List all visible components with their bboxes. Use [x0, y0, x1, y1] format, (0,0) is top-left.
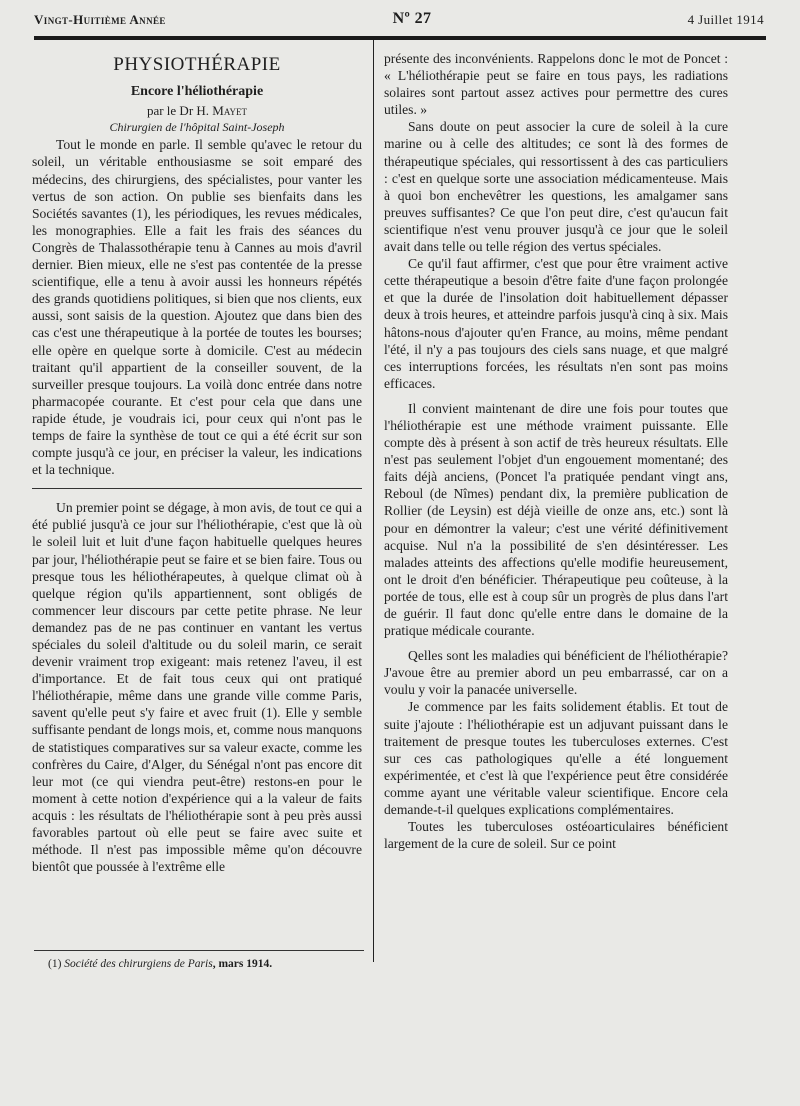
footnote	[48, 958, 368, 970]
paragraph: Toutes les tuberculoses ostéoarticulaires bénéficient largement de la cure de soleil. Sur ce point	[384, 819, 728, 852]
byline	[32, 102, 362, 119]
byline-prefix: par le Dr	[146, 103, 197, 119]
paragraph: présente des inconvénients. Rappelons donc le mot de Poncet : « L'héliothérapie peut se faire en tous pays, les radiations solaires sont partout assez actives pour permettre des cures utiles. »	[384, 51, 728, 118]
paragraph: Un premier point se dégage, à mon avis, de tout ce qui a été publié jusqu'à ce jour sur l'héliothérapie, c'est que là où le soleil luit et luit d'une façon habituelle quelques heures par jour, l'héliothérapie peut se faire et se bien faire. Tous ou presque tous les héliothérapeutes, à quelque climat où à quelque région qu'ils appartiennent, sont obligés de commencer leur discours par cette petite phrase. Ne leur demandez pas de ne pas continuer en vantant les vertus spéciales du soleil d'altitude ou du soleil marin, ce serait devenir vraiment trop exigeant: mais retenez l'aveu, il est d'importance. Et de fait tous ceux qui ont pratiqué l'héliothérapie, même dans une grande ville comme Paris, savent qu'elle peut s'y faire et avec fruit (1). Elle y semble suffisante pendant de longs mois, et, comme nous manquons de statistiques comparatives sur sa valeur exacte, comme les confrères du Caire, d'Alger, du Sénégal n'ont pas encore dit leur mot (ce qui viendra peut-être) restons-en pour le moment à cette notion d'expérience qui a la valeur de faits acquis : les résultats de l'héliothérapie sont à peu près aussi favorables partout où elle peut se faire avec suite et méthode. Il n'est pas impossible même qu'on découvre bientôt que poussée à l'extrême elle	[32, 500, 362, 875]
paragraph: Je commence par les faits solidement établis. Et tout de suite j'ajoute : l'héliothérapie est un adjuvant puissant dans le traitement de presque toutes les tuberculoses externes. C'est sur ces cas pathologiques qu'elle a été longuement expérimentée, et c'est là que l'expérience peut être considérée comme ayant une véritable valeur scientifique. Encore cela demande-t-il quelques explications complémentaires.	[384, 699, 728, 818]
footnote-rule	[34, 950, 364, 951]
paragraph-separator	[32, 488, 362, 489]
paragraph: Qelles sont les maladies qui bénéficient de l'héliothérapie? J'avoue être au premier abord un peu embarrassé, car on a voulu y voir la panacée universelle.	[384, 648, 728, 698]
paragraph: Sans doute on peut associer la cure de soleil à la cure marine ou à celle des altitudes; ce sont là des formes de thérapeutique spéciales, qui ressortissent à des cas particuliers : c'est en quelque sorte une association médicamenteuse. Mais à quoi bon enchevêtrer les questions, les amalgamer sans preuves suffisantes? Ce que l'on peut dire, c'est qu'aucun fait scientifique n'est venu prouver jusqu'à ce jour que le soleil avait dans telle ou telle région des vertus spéciales.	[384, 119, 728, 255]
footnote-date: , mars 1914.	[212, 958, 273, 970]
issue-date: 4 Juillet 1914	[687, 12, 764, 27]
left-column	[32, 50, 362, 875]
article-title: Encore l'héliothérapie	[130, 84, 264, 100]
right-column	[384, 50, 728, 852]
section-title: PHYSIOTHÉRAPIE	[113, 54, 281, 75]
column-divider	[373, 40, 374, 962]
author-affiliation: Chirurgien de l'hôpital Saint-Joseph	[109, 120, 285, 135]
volume-year: Vingt-Huitième Année	[34, 12, 166, 27]
paragraph: Tout le monde en parle. Il semble qu'avec le retour du soleil, un véritable enthousiasme se soit emparé des médecins, des chirurgiens, des spécialistes, pour vanter les vertus de son action. On publie ses bienfaits dans les Sociétés savantes (1), les périodiques, les revues médicales, les monographies. Elle a fait les frais des séances du Congrès de Thalassothérapie tenu à Cannes au mois d'avril dernier. Bien mieux, elle ne s'est pas contentée de la presse scientifique, elle a tenu à avoir aussi les honneurs répétés des grands quotidiens politiques, si bien que nos clients, eux aussi, sont saisis de la question. Ajoutez que dans bien des cas c'est une thérapeutique à la portée de toutes les bourses; elle opère en quelque sorte à domicile. C'est au médecin traitant qu'il appartient de la conseiller souvent, de la surveiller presque toujours. La voilà donc entrée dans notre pharmacopée courante. Et c'est pour cela que dans une rapide étude, je voudrais ici, pour ceux qui n'ont pas le temps de faire la synthèse de tout ce qui a été écrit sur son compte jusqu'à ce jour, en préciser la valeur, les indications et la technique.	[32, 137, 362, 478]
paragraph: Il convient maintenant de dire une fois pour toutes que l'héliothérapie est une méthode vraiment puissante. Elle compte dès à présent à son actif de très heureux résultats. Elle n'est pas seulement l'objet d'un engouement momentané; des faits déjà anciens, (Poncet l'a pratiquée pendant vingt ans, Reboul (de Nîmes) pendant dix, la première publication de Rollier (de Leysin) est déjà vieille de onze ans, etc.) sont là pour en démontrer la valeur; c'est une vérité définitivement acquise. Nul n'a la possibilité de s'en désintéresser. Les malades atteints des affections qu'elle modifie heureusement, ont le droit d'en bénéficier. Thérapeutique peu coûteuse, à la portée de tous, elle est à coup sûr un progrès de plus dans l'art de guérir. Il faut donc qu'elle entre dans le domaine de la pratique médicale courante.	[384, 400, 728, 639]
footnote-marker: (1)	[48, 958, 65, 970]
issue-number: Nº 27	[392, 10, 432, 27]
paragraph: Ce qu'il faut affirmer, c'est que pour être vraiment active cette thérapeutique a besoin d'être faite d'une façon prolongée et que la durée de l'insolation doit habituellement dépasser deux à trois heures, et atteindre parfois jusqu'à cinq à six. Mais hâtons-nous d'ajouter qu'en France, au moins, même pendant l'été, il n'y a pas toujours des ciels sans nuage, et que malgré ces interruptions forcées, les résultats n'en sont pas moins efficaces.	[384, 256, 728, 391]
page-header	[34, 12, 764, 30]
footnote-source: Société des chirurgiens de Paris	[64, 958, 213, 970]
author-name: H. Mayet	[196, 103, 248, 119]
header-rule	[34, 36, 766, 40]
